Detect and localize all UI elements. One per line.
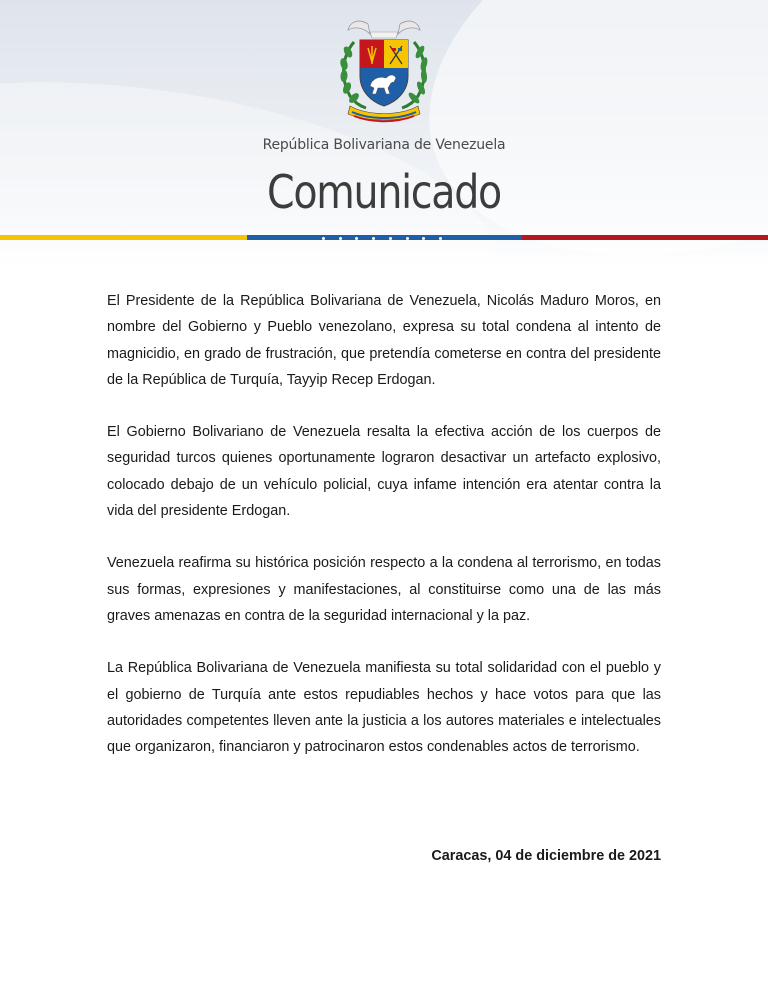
- star-icon: [389, 237, 392, 240]
- star-icon: [372, 237, 375, 240]
- place-date-signoff: Caracas, 04 de diciembre de 2021: [431, 848, 661, 864]
- country-subtitle: República Bolivariana de Venezuela: [262, 137, 506, 153]
- body-paragraph-4: La República Bolivariana de Venezuela manifiesta su total solidaridad con el pueblo y el gobierno de Turquía ante estos repudiables hechos y hace votos para que las autoridades competentes lleven ante la justicia a los autores materiales e intelectuales que organizaron, financiaron y patrocinaron estos condenables actos de terrorismo.: [107, 660, 661, 756]
- body-paragraph-2: El Gobierno Bolivariano de Venezuela resalta la efectiva acción de los cuerpos de seguridad turcos quienes oportunamente lograron desactivar un artefacto explosivo, colocado debajo de un vehículo policial, cuya infame intención era atentar contra la vida del presidente Erdogan.: [107, 424, 661, 520]
- flag-bar-red: [522, 235, 768, 240]
- star-icon: [439, 237, 442, 240]
- star-icon: [406, 237, 409, 240]
- body-paragraph-1: El Presidente de la República Bolivariana de Venezuela, Nicolás Maduro Moros, en nombre del Gobierno y Pueblo venezolano, expresa su total condena al intento de magnicidio, en grado de frustración, que pretendía cometerse en contra del presidente de la República de Turquía, Tayyip Recep Erdogan.: [107, 293, 661, 388]
- star-icon: [339, 237, 342, 240]
- flag-bar-yellow: [0, 235, 247, 240]
- star-icon: [422, 237, 425, 240]
- communique-body: [107, 288, 661, 786]
- star-icon: [322, 237, 325, 240]
- flag-stars: [322, 236, 442, 240]
- star-icon: [355, 237, 358, 240]
- page-title: Comunicado: [267, 165, 501, 219]
- body-paragraph-3: Venezuela reafirma su histórica posición respecto a la condena al terrorismo, en todas sus formas, expresiones y manifestaciones, al constituirse como una de las más graves amenazas en contra de la seguridad internacional y la paz.: [107, 555, 661, 624]
- venezuela-coat-of-arms-icon: [328, 16, 440, 124]
